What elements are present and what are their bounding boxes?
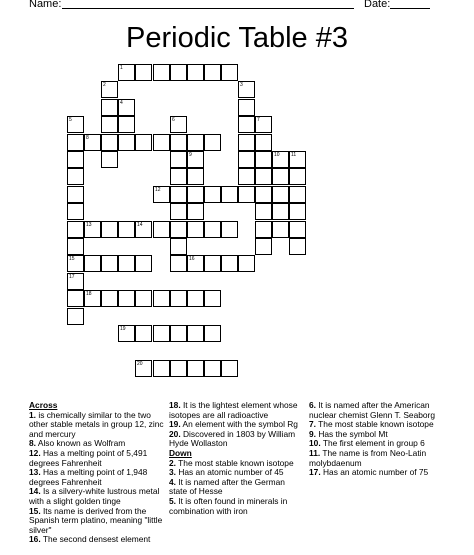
grid-cell[interactable] (101, 221, 118, 238)
grid-cell[interactable] (101, 151, 118, 168)
grid-cell[interactable] (187, 360, 204, 377)
grid-cell[interactable] (135, 290, 152, 307)
down-clue: 10. The first element in group 6 (309, 438, 425, 449)
grid-cell[interactable] (187, 64, 204, 81)
grid-cell[interactable] (67, 186, 84, 203)
grid-cell[interactable] (289, 238, 306, 255)
grid-cell[interactable] (187, 221, 204, 238)
grid-cell[interactable] (255, 134, 272, 151)
grid-cell[interactable] (204, 186, 221, 203)
grid-cell[interactable] (153, 360, 170, 377)
clue-number: 17 (69, 274, 75, 280)
down-heading: Down (169, 447, 192, 458)
grid-cell[interactable] (255, 151, 272, 168)
clue-number: 16 (189, 256, 195, 262)
grid-cell[interactable] (204, 360, 221, 377)
across-clues (29, 401, 164, 545)
grid-cell[interactable] (272, 221, 289, 238)
grid-cell[interactable] (238, 99, 255, 116)
across-clue: 16. The second densest element (29, 534, 151, 545)
grid-cell[interactable] (118, 290, 135, 307)
grid-cell[interactable] (238, 186, 255, 203)
grid-cell[interactable] (135, 255, 152, 272)
grid-cell[interactable] (289, 168, 306, 185)
grid-cell[interactable] (204, 64, 221, 81)
clue-number: 19 (120, 326, 126, 332)
across-clue: 14. Is a silvery-white lustrous metal with a slight golden tinge (29, 486, 160, 506)
grid-cell[interactable] (153, 134, 170, 151)
grid-cell[interactable] (170, 290, 187, 307)
grid-cell[interactable] (187, 203, 204, 220)
page-title: Periodic Table #3 (126, 22, 348, 54)
grid-cell[interactable] (101, 255, 118, 272)
down-clue: 9. Has the symbol Mt (309, 428, 388, 439)
grid-cell[interactable] (187, 290, 204, 307)
across-heading: Across (29, 400, 58, 410)
down-clue: 4. It is named after the German state of Hesse (169, 476, 285, 497)
grid-cell[interactable] (238, 134, 255, 151)
grid-cell[interactable] (170, 151, 187, 168)
grid-cell[interactable] (170, 255, 187, 272)
down-list (169, 459, 304, 517)
clue-number: 9 (189, 152, 192, 158)
clue-number: 10 (274, 152, 280, 158)
grid-cell[interactable] (221, 255, 238, 272)
grid-cell[interactable] (170, 360, 187, 377)
grid-cell[interactable] (67, 308, 84, 325)
clue-number: 1 (120, 65, 123, 71)
grid-cell[interactable] (67, 168, 84, 185)
grid-cell[interactable] (153, 64, 170, 81)
grid-cell[interactable] (204, 325, 221, 342)
grid-cell[interactable] (153, 290, 170, 307)
grid-cell[interactable] (118, 116, 135, 133)
grid-cell[interactable] (238, 116, 255, 133)
grid-cell[interactable] (187, 325, 204, 342)
grid-cell[interactable] (204, 290, 221, 307)
grid-cell[interactable] (238, 151, 255, 168)
across-clue: 18. It is the lightest element whose isotopes are all radioactive (169, 400, 298, 420)
grid-cell[interactable] (289, 221, 306, 238)
grid-cell[interactable] (135, 134, 152, 151)
grid-cell[interactable] (170, 168, 187, 185)
grid-cell[interactable] (289, 203, 306, 220)
down-clues-continued (309, 401, 449, 478)
grid-cell[interactable] (170, 64, 187, 81)
down-clue: 7. The most stable known isotope (309, 419, 434, 430)
grid-cell[interactable] (153, 221, 170, 238)
grid-cell[interactable] (204, 221, 221, 238)
grid-cell[interactable] (170, 203, 187, 220)
name-label: Name: (29, 0, 62, 10)
across-list-continued (169, 401, 304, 449)
grid-cell[interactable] (221, 186, 238, 203)
down-clue: 11. The name is from Neo-Latin molybdaenum (309, 447, 427, 468)
down-clue: 5. It is often found in minerals in combination with iron (169, 495, 288, 516)
down-clue: 17. Has an atomic number of 75 (309, 467, 429, 478)
clue-number: 14 (137, 222, 143, 228)
clue-number: 4 (120, 100, 123, 106)
grid-cell[interactable] (204, 134, 221, 151)
grid-cell[interactable] (67, 290, 84, 307)
clue-number: 20 (137, 361, 143, 367)
grid-cell[interactable] (84, 255, 101, 272)
down-clue: 2. The most stable known isotope (169, 457, 294, 468)
grid-cell[interactable] (67, 134, 84, 151)
grid-cell[interactable] (187, 186, 204, 203)
grid-cell[interactable] (67, 203, 84, 220)
date-label: Date: (364, 0, 391, 10)
down-list-continued (309, 401, 449, 478)
grid-cell[interactable] (67, 238, 84, 255)
grid-cell[interactable] (170, 238, 187, 255)
grid-cell[interactable] (255, 203, 272, 220)
clue-number: 13 (86, 222, 92, 228)
grid-cell[interactable] (272, 186, 289, 203)
clue-number: 8 (86, 135, 89, 141)
clue-number: 3 (240, 82, 243, 88)
across-clue: 1. is chemically similar to the two other stable metals in group 12, zinc and mercury (29, 409, 164, 439)
clue-number: 12 (155, 187, 161, 193)
grid-cell[interactable] (221, 64, 238, 81)
grid-cell[interactable] (101, 134, 118, 151)
across-clue: 12. Has a melting point of 5,491 degrees Fahrenheit (29, 447, 148, 468)
down-clue: 3. Has an atomic number of 45 (169, 467, 284, 478)
clue-number: 15 (69, 256, 75, 262)
clue-number: 2 (103, 82, 106, 88)
grid-cell[interactable] (118, 134, 135, 151)
grid-cell[interactable] (255, 168, 272, 185)
grid-cell[interactable] (272, 203, 289, 220)
grid-cell[interactable] (187, 168, 204, 185)
grid-cell[interactable] (255, 221, 272, 238)
grid-cell[interactable] (170, 221, 187, 238)
across-clue: 8. Also known as Wolfram (29, 438, 126, 449)
across-list (29, 411, 164, 545)
grid-cell[interactable] (289, 186, 306, 203)
grid-cell[interactable] (238, 168, 255, 185)
grid-cell[interactable] (272, 168, 289, 185)
grid-cell[interactable] (118, 255, 135, 272)
grid-cell[interactable] (135, 325, 152, 342)
grid-cell[interactable] (101, 116, 118, 133)
grid-cell[interactable] (238, 255, 255, 272)
down-clue: 6. It is named after the American nuclear chemist Glenn T. Seaborg (309, 400, 436, 420)
grid-cell[interactable] (101, 99, 118, 116)
grid-cell[interactable] (221, 221, 238, 238)
clue-number: 7 (257, 117, 260, 123)
clue-number: 5 (69, 117, 72, 123)
across-clues-continued (169, 401, 304, 516)
grid-cell[interactable] (101, 290, 118, 307)
across-clue: 19. An element with the symbol Rg (169, 419, 298, 430)
grid-cell[interactable] (221, 360, 238, 377)
grid-cell[interactable] (67, 221, 84, 238)
grid-cell[interactable] (204, 255, 221, 272)
grid-cell[interactable] (67, 151, 84, 168)
grid-cell[interactable] (255, 238, 272, 255)
grid-cell[interactable] (118, 221, 135, 238)
clue-number: 6 (172, 117, 175, 123)
grid-cell[interactable] (170, 134, 187, 151)
across-clue: 13. Has a melting point of 1,948 degrees Fahrenheit (29, 467, 148, 487)
grid-cell[interactable] (187, 134, 204, 151)
clue-number: 11 (291, 152, 297, 158)
grid-cell[interactable] (255, 186, 272, 203)
grid-cell[interactable] (153, 325, 170, 342)
across-clue: 15. Its name is derived from the Spanish term platino, meaning "little silver" (29, 505, 163, 535)
grid-cell[interactable] (170, 186, 187, 203)
grid-cell[interactable] (135, 64, 152, 81)
across-clue: 20. Discovered in 1803 by William Hyde Wollaston (169, 428, 296, 449)
clue-number: 18 (86, 291, 92, 297)
grid-cell[interactable] (170, 325, 187, 342)
